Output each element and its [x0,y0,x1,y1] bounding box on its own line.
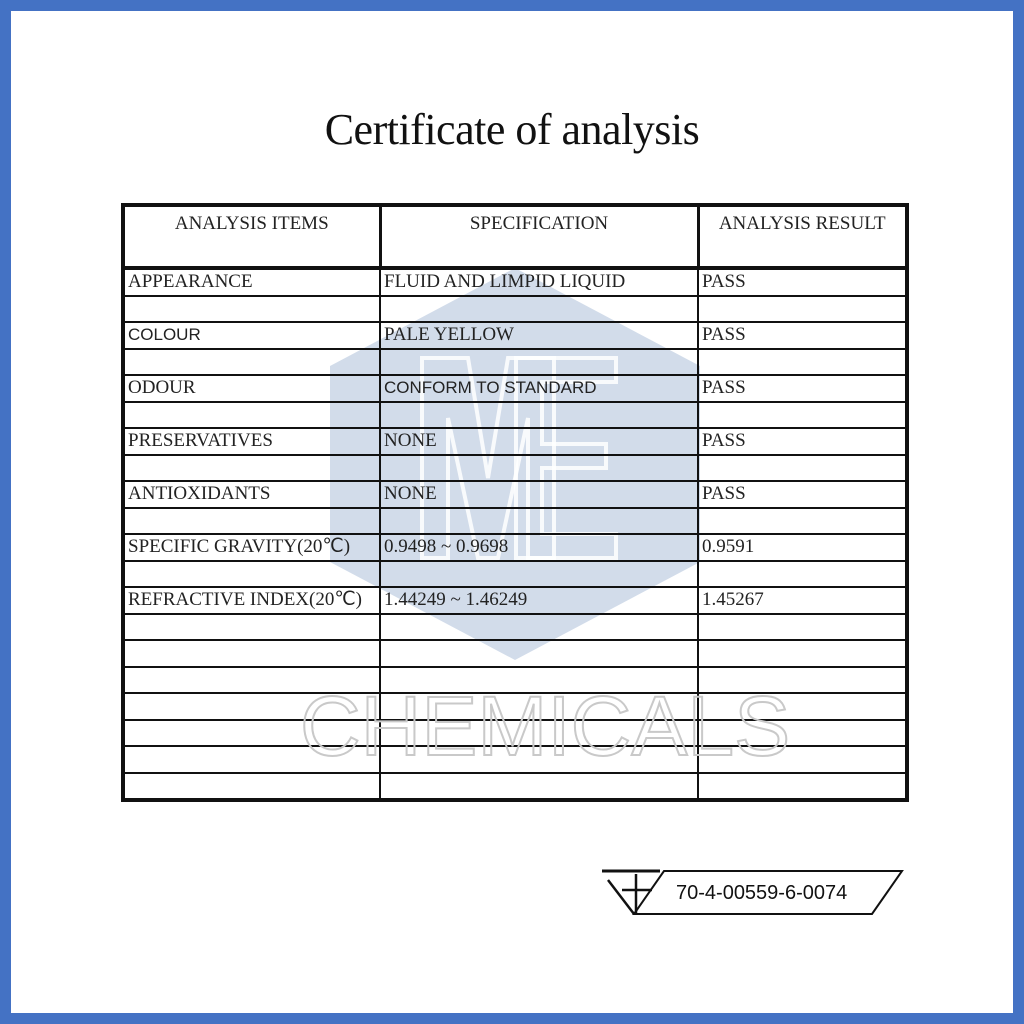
watermark-chemicals-text: CHEMICALS [300,679,791,773]
spec-cell: 1.44249 ~ 1.46249 [380,587,698,614]
table-row-empty [123,508,907,535]
result-cell: PASS [698,481,907,508]
spec-cell: PALE YELLOW [380,322,698,349]
table-row-empty [123,349,907,376]
table-row [123,428,907,455]
item-cell: APPEARANCE [123,268,380,296]
result-cell: PASS [698,322,907,349]
table-header-row [123,205,907,268]
table-row-empty [123,561,907,588]
table-row-empty [123,402,907,429]
spec-cell: 0.9498 ~ 0.9698 [380,534,698,561]
table-row-empty [123,640,907,667]
table-row-empty [123,773,907,801]
spec-cell: CONFORM TO STANDARD [380,375,698,402]
header-analysis-result: ANALYSIS RESULT [698,205,907,268]
table-row [123,481,907,508]
result-cell: PASS [698,428,907,455]
item-cell: SPECIFIC GRAVITY(20℃) [123,534,380,561]
table-row-empty [123,296,907,323]
table-row-empty [123,455,907,482]
spec-cell: FLUID AND LIMPID LIQUID [380,268,698,296]
page-title: Certificate of analysis [324,105,700,154]
item-cell: REFRACTIVE INDEX(20℃) [123,587,380,614]
table-row [123,375,907,402]
document-code: 70-4-00559-6-0074 [676,882,848,904]
item-cell: COLOUR [123,322,380,349]
table-row-empty [123,614,907,641]
header-analysis-items: ANALYSIS ITEMS [123,205,380,268]
spec-cell: NONE [380,481,698,508]
header-specification: SPECIFICATION [380,205,698,268]
item-cell: ODOUR [123,375,380,402]
result-cell: 0.9591 [698,534,907,561]
table-row [123,534,907,561]
table-row [123,268,907,296]
result-cell: 1.45267 [698,587,907,614]
item-cell: PRESERVATIVES [123,428,380,455]
table-row [123,322,907,349]
spec-cell: NONE [380,428,698,455]
result-cell: PASS [698,268,907,296]
item-cell: ANTIOXIDANTS [123,481,380,508]
table-row [123,587,907,614]
result-cell: PASS [698,375,907,402]
